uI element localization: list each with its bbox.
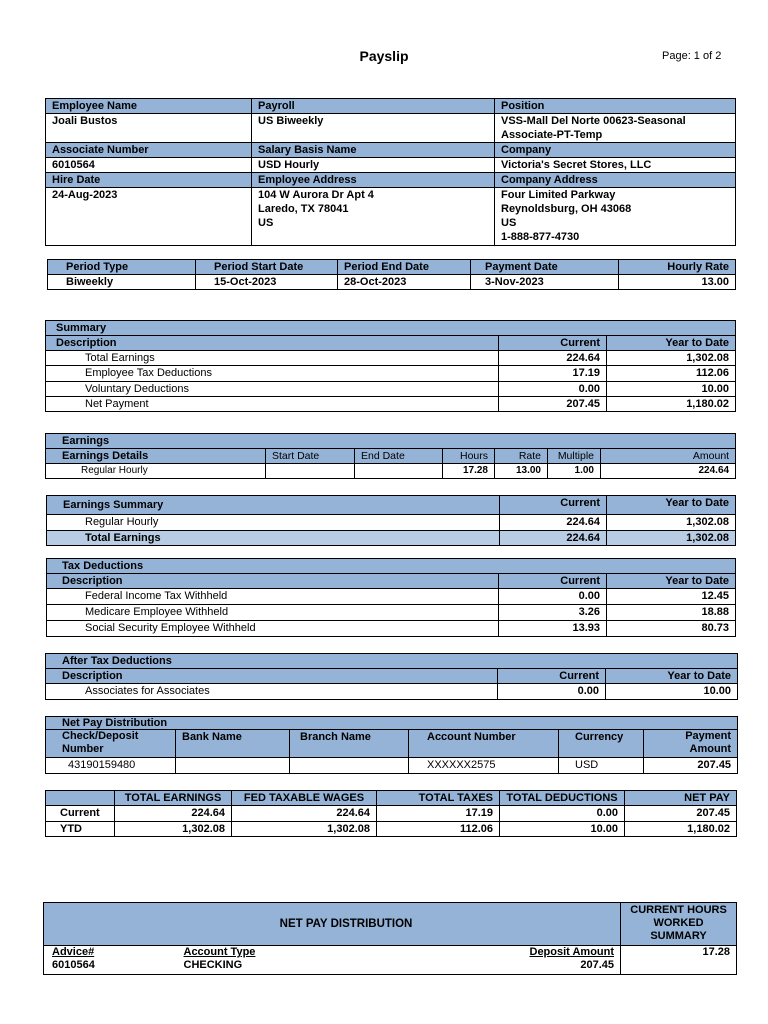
header-line: WORKED (653, 917, 704, 929)
es-ytd: 1,302.08 (607, 515, 736, 531)
address-line: US (258, 217, 274, 229)
employee-address-label: Employee Address (252, 173, 495, 188)
after-tax-title: After Tax Deductions (46, 654, 738, 669)
summary-title: Summary (46, 321, 736, 336)
tax-current-header: Current (499, 574, 607, 589)
period-type-header: Period Type (48, 260, 196, 275)
tax-ytd: 12.45 (607, 589, 736, 605)
company-name: Victoria's Secret Stores, LLC (495, 158, 736, 173)
company-address (495, 188, 736, 246)
position-line: VSS-Mall Del Norte 00623-Seasonal (501, 115, 686, 127)
hourly-rate-header: Hourly Rate (619, 260, 736, 275)
payment-date: 3-Nov-2023 (471, 275, 619, 290)
totals-value: 1,180.02 (625, 822, 737, 837)
summary-current-header: Current (499, 336, 607, 351)
totals-current-row (46, 806, 737, 822)
payment-amount-header (644, 730, 738, 758)
summary-row (46, 382, 736, 397)
salary-basis: USD Hourly (252, 158, 495, 173)
company-label: Company (495, 143, 736, 158)
es-ytd-header: Year to Date (607, 496, 736, 515)
currency-header: Currency (559, 730, 644, 758)
hire-date-label: Hire Date (46, 173, 252, 188)
payroll-label: Payroll (252, 99, 495, 114)
after-tax-current-header: Current (498, 669, 606, 684)
totals-row-label: YTD (46, 822, 115, 837)
address-line: 104 W Aurora Dr Apt 4 (258, 189, 374, 201)
account-type-cell (176, 946, 376, 975)
totals-value: 112.06 (377, 822, 500, 837)
summary-row (46, 366, 736, 382)
totals-value: 1,302.08 (115, 822, 232, 837)
end-date-header: End Date (355, 449, 443, 464)
tax-ytd-header: Year to Date (607, 574, 736, 589)
deposit-amount-header: Deposit Amount (529, 946, 615, 958)
after-tax-row (46, 684, 738, 700)
totals-table (45, 790, 737, 837)
account-type-header: Account Type (183, 946, 256, 958)
summary-current: 17.19 (499, 366, 607, 382)
earnings-end (355, 464, 443, 479)
earnings-summary-table (46, 495, 736, 546)
summary-ytd: 112.06 (607, 366, 736, 382)
earnings-summary-total-row (47, 531, 736, 546)
summary-row (46, 397, 736, 412)
fed-taxable-header: FED TAXABLE WAGES (232, 791, 377, 806)
earnings-table (45, 433, 736, 479)
address-line: Reynoldsburg, OH 43068 (501, 203, 632, 215)
advice-header: Advice# (52, 946, 95, 958)
tax-ytd: 80.73 (607, 621, 736, 637)
totals-ytd-row (46, 822, 737, 837)
earnings-row (46, 464, 736, 479)
header-line: CURRENT HOURS (630, 904, 727, 916)
salary-basis-label: Salary Basis Name (252, 143, 495, 158)
employee-name-label: Employee Name (46, 99, 252, 114)
es-current: 224.64 (500, 515, 607, 531)
associate-number: 6010564 (46, 158, 252, 173)
tax-row (47, 589, 736, 605)
advice-title: NET PAY DISTRIBUTION (44, 903, 621, 946)
tax-deductions-table (46, 558, 736, 637)
totals-corner (46, 791, 115, 806)
page-title: Payslip (359, 48, 409, 64)
totals-row-label: Current (46, 806, 115, 822)
total-earnings-header: TOTAL EARNINGS (115, 791, 232, 806)
earnings-details-header: Earnings Details (46, 449, 266, 464)
account-number-header: Account Number (409, 730, 559, 758)
net-pay-distribution-table (45, 716, 738, 774)
after-tax-table (45, 653, 738, 700)
hours-header: Hours (443, 449, 495, 464)
earnings-title: Earnings (46, 434, 736, 449)
earnings-hours: 17.28 (443, 464, 495, 479)
position-value (495, 114, 736, 143)
totals-value: 224.64 (115, 806, 232, 822)
after-tax-ytd: 10.00 (606, 684, 738, 700)
tax-current: 0.00 (499, 589, 607, 605)
period-end: 28-Oct-2023 (338, 275, 471, 290)
tax-label: Medicare Employee Withheld (47, 605, 499, 621)
es-label: Regular Hourly (47, 515, 500, 531)
bank-name-header: Bank Name (176, 730, 290, 758)
earnings-summary-title: Earnings Summary (47, 496, 500, 515)
after-tax-label: Associates for Associates (46, 684, 498, 700)
company-address-label: Company Address (495, 173, 736, 188)
address-line: Laredo, TX 78041 (258, 203, 349, 215)
earnings-rate: 13.00 (495, 464, 548, 479)
tax-current: 13.93 (499, 621, 607, 637)
total-deductions-header: TOTAL DEDUCTIONS (500, 791, 625, 806)
summary-current: 224.64 (499, 351, 607, 366)
tax-current: 3.26 (499, 605, 607, 621)
amount-header: Amount (601, 449, 736, 464)
earnings-detail: Regular Hourly (46, 464, 266, 479)
employee-name: Joali Bustos (46, 114, 252, 143)
total-taxes-header: TOTAL TAXES (377, 791, 500, 806)
account-number: XXXXXX2575 (409, 758, 559, 774)
position-line: Associate-PT-Temp (501, 129, 603, 141)
period-table (47, 259, 736, 290)
employee-address (252, 188, 495, 246)
summary-label: Voluntary Deductions (46, 382, 499, 397)
deposit-amount: 207.45 (580, 959, 615, 971)
associate-number-label: Associate Number (46, 143, 252, 158)
address-line: US (501, 217, 517, 229)
after-tax-ytd-header: Year to Date (606, 669, 738, 684)
period-start-header: Period Start Date (196, 260, 338, 275)
summary-ytd: 1,302.08 (607, 351, 736, 366)
account-type: CHECKING (183, 959, 243, 971)
summary-ytd: 10.00 (607, 382, 736, 397)
address-line: 1-888-877-4730 (501, 231, 580, 243)
es-total-ytd: 1,302.08 (607, 531, 736, 546)
totals-value: 10.00 (500, 822, 625, 837)
start-date-header: Start Date (266, 449, 355, 464)
after-tax-current: 0.00 (498, 684, 606, 700)
currency: USD (559, 758, 644, 774)
header-line: Number (62, 743, 104, 755)
npd-title: Net Pay Distribution (46, 717, 738, 730)
hours-summary-header (621, 903, 737, 946)
tax-row (47, 621, 736, 637)
advice-number: 6010564 (52, 959, 95, 971)
totals-value: 207.45 (625, 806, 737, 822)
summary-ytd: 1,180.02 (607, 397, 736, 412)
summary-desc-header: Description (46, 336, 499, 351)
period-type: Biweekly (48, 275, 196, 290)
earnings-multiple: 1.00 (548, 464, 601, 479)
rate-header: Rate (495, 449, 548, 464)
summary-label: Total Earnings (46, 351, 499, 366)
payroll-value: US Biweekly (252, 114, 495, 143)
header-line: Check/Deposit (62, 730, 139, 742)
hours-worked: 17.28 (621, 946, 737, 975)
header-line: SUMMARY (650, 930, 707, 942)
totals-value: 224.64 (232, 806, 377, 822)
bank-name (176, 758, 290, 774)
earnings-summary-row (47, 515, 736, 531)
summary-current: 0.00 (499, 382, 607, 397)
tax-label: Social Security Employee Withheld (47, 621, 499, 637)
summary-label: Net Payment (46, 397, 499, 412)
summary-current: 207.45 (499, 397, 607, 412)
tax-row (47, 605, 736, 621)
tax-desc-header: Description (47, 574, 499, 589)
payment-amount: 207.45 (644, 758, 738, 774)
payment-date-header: Payment Date (471, 260, 619, 275)
after-tax-desc-header: Description (46, 669, 498, 684)
summary-table (45, 320, 736, 412)
deposit-cell (376, 946, 621, 975)
position-label: Position (495, 99, 736, 114)
check-number-header (46, 730, 176, 758)
earnings-start (266, 464, 355, 479)
earnings-amount: 224.64 (601, 464, 736, 479)
period-end-header: Period End Date (338, 260, 471, 275)
tax-title: Tax Deductions (47, 559, 736, 574)
es-current-header: Current (500, 496, 607, 515)
es-total-label: Total Earnings (47, 531, 500, 546)
tax-ytd: 18.88 (607, 605, 736, 621)
summary-ytd-header: Year to Date (607, 336, 736, 351)
net-pay-header: NET PAY (625, 791, 737, 806)
header-line: Payment (685, 730, 732, 742)
advice-cell (44, 946, 176, 975)
summary-label: Employee Tax Deductions (46, 366, 499, 382)
es-total-current: 224.64 (500, 531, 607, 546)
hire-date: 24-Aug-2023 (46, 188, 252, 246)
hourly-rate: 13.00 (619, 275, 736, 290)
totals-value: 17.19 (377, 806, 500, 822)
tax-label: Federal Income Tax Withheld (47, 589, 499, 605)
multiple-header: Multiple (548, 449, 601, 464)
totals-value: 1,302.08 (232, 822, 377, 837)
period-start: 15-Oct-2023 (196, 275, 338, 290)
branch-name-header: Branch Name (290, 730, 409, 758)
check-number: 43190159480 (46, 758, 176, 774)
summary-row (46, 351, 736, 366)
employee-info-table (45, 98, 736, 246)
branch-name (290, 758, 409, 774)
npd-row (46, 758, 738, 774)
totals-value: 0.00 (500, 806, 625, 822)
header-line: Amount (689, 743, 732, 755)
advice-table (43, 902, 737, 975)
address-line: Four Limited Parkway (501, 189, 616, 201)
page-number: Page: 1 of 2 (662, 50, 722, 62)
